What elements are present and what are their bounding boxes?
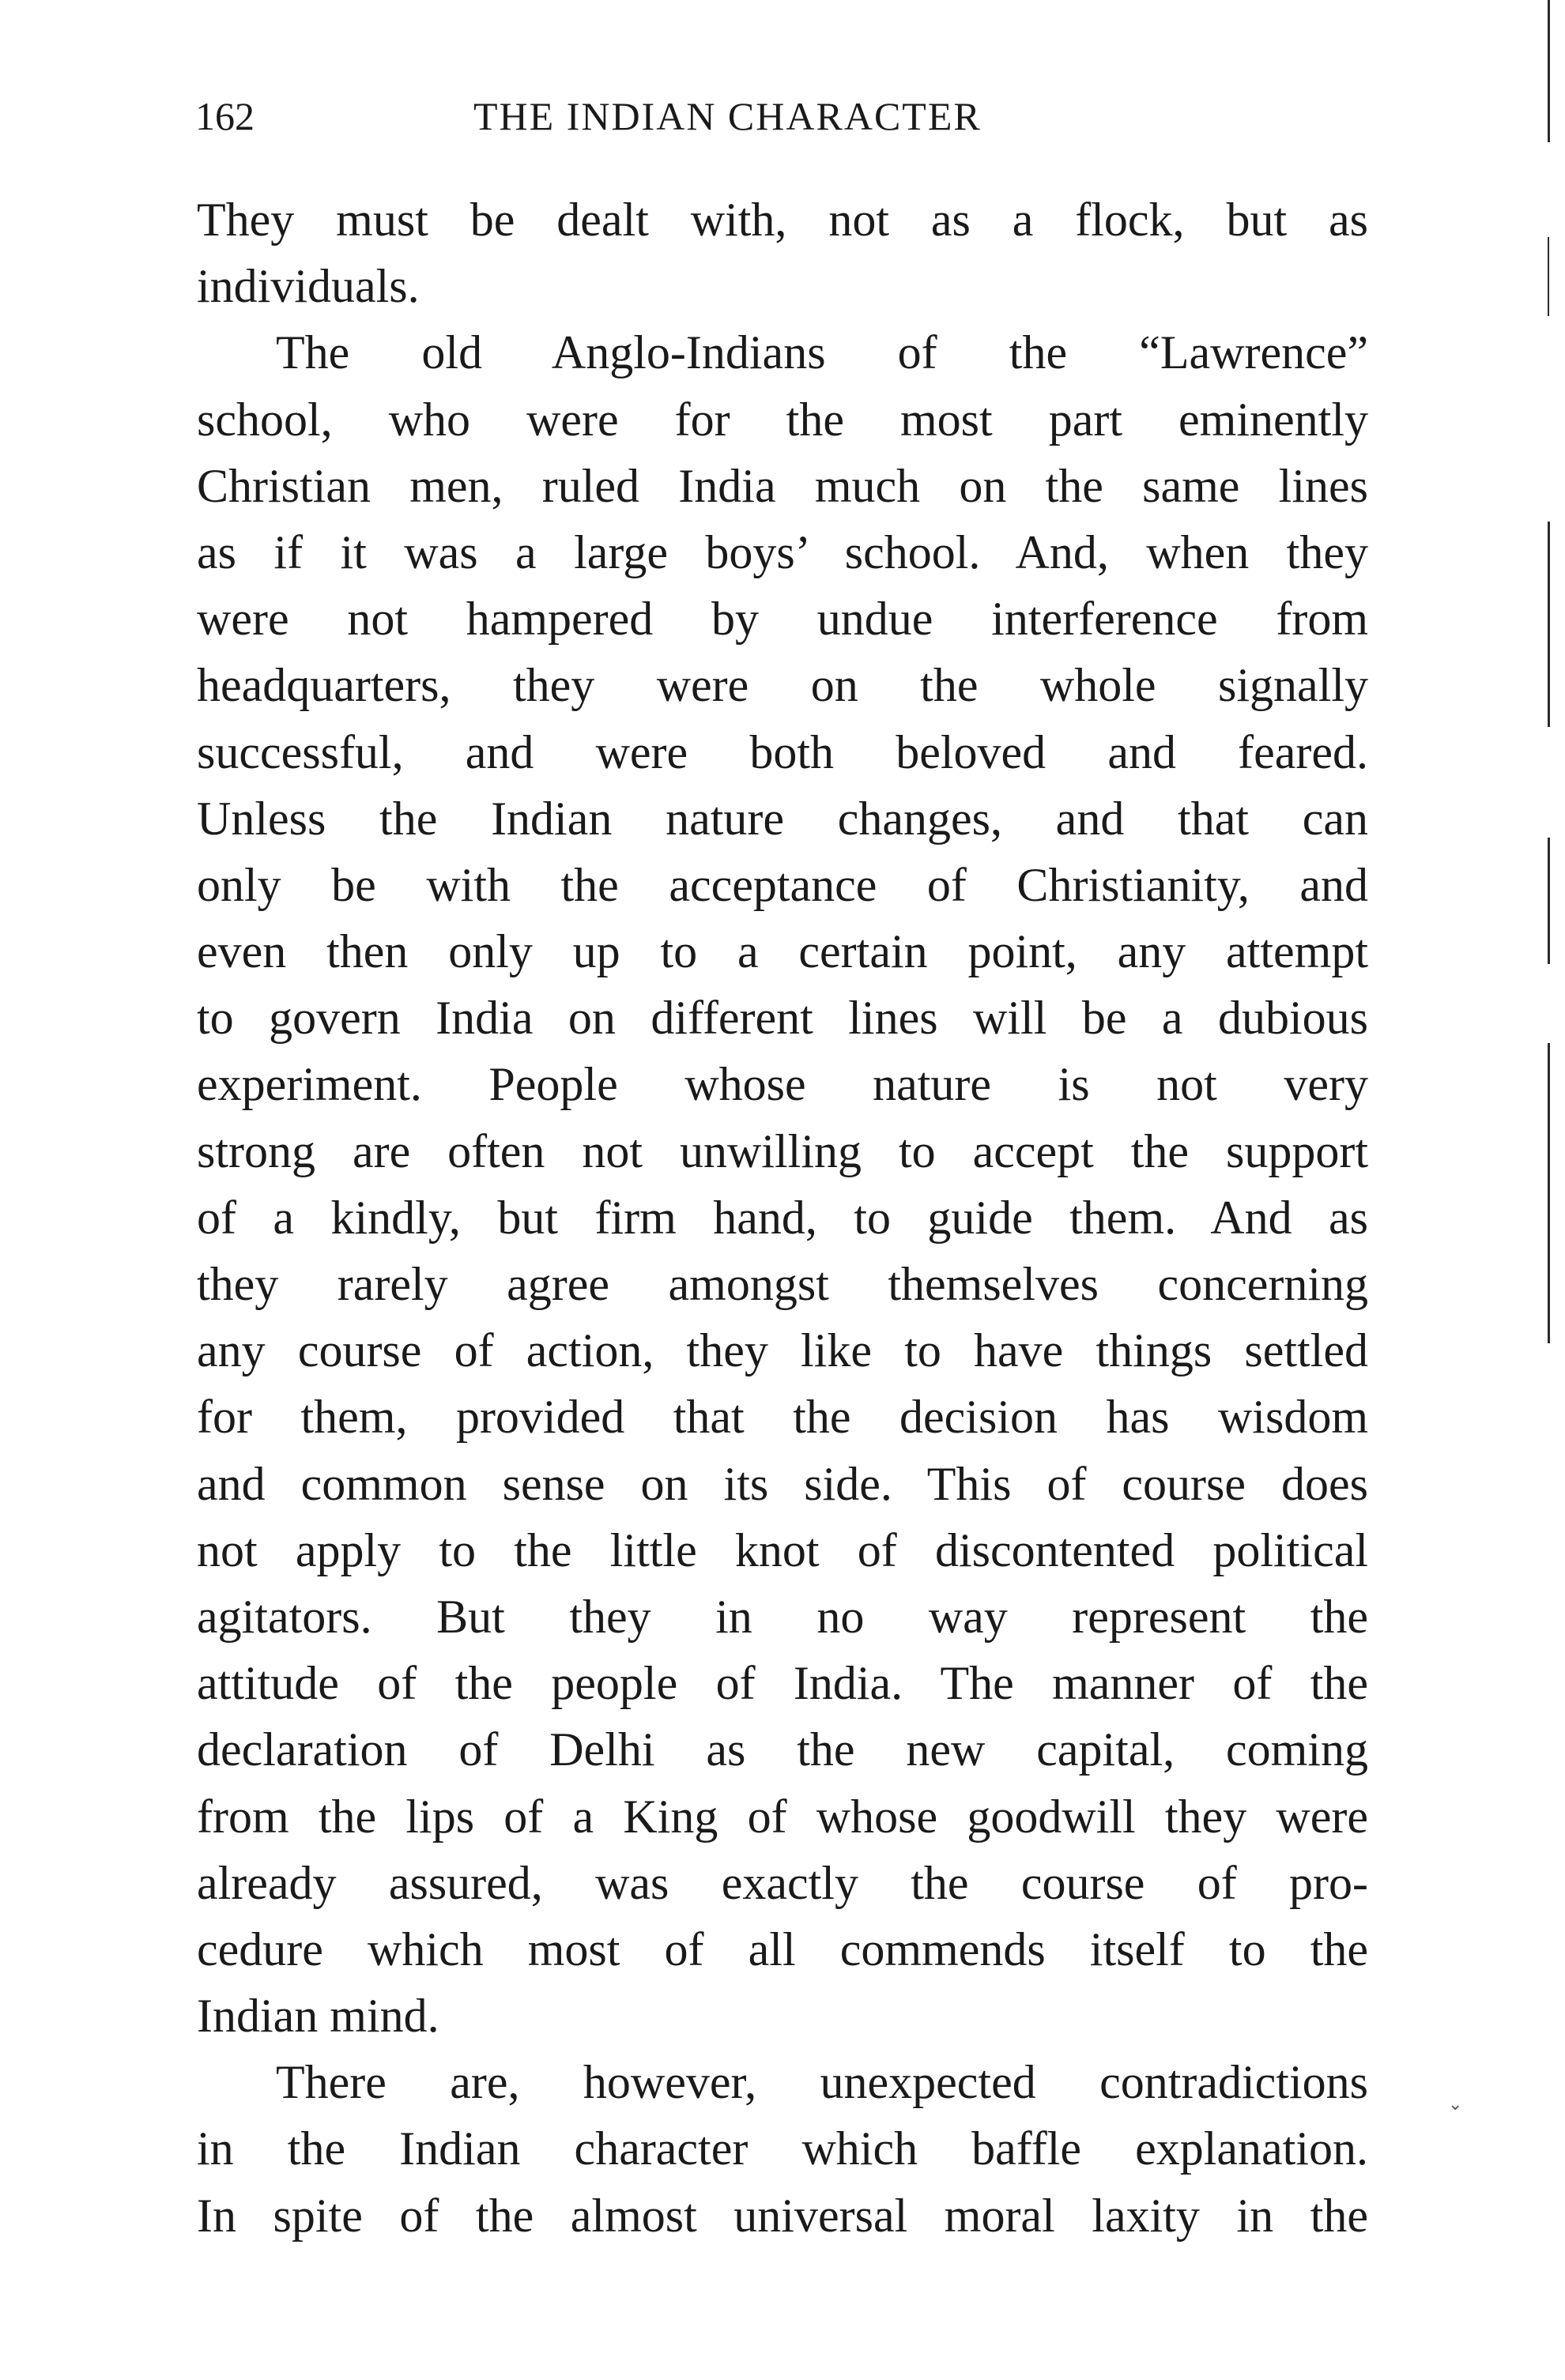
text-line: for them, provided that the decision has wisdom — [197, 1391, 1368, 1444]
text-line: The old Anglo-Indians of the “Lawrence” — [276, 326, 1368, 379]
text-line: and common sense on its side. This of course does — [197, 1457, 1368, 1510]
text-line: were not hampered by undue interference from — [197, 593, 1368, 646]
text-line: Unless the Indian nature changes, and that can — [197, 792, 1368, 845]
text-line: They must be dealt with, not as a flock, but as — [197, 194, 1368, 246]
text-line: in the Indian character which baffle explanation. — [197, 2122, 1368, 2175]
text-line: not apply to the little knot of discontented political — [197, 1523, 1368, 1576]
text-line: agitators. But they in no way represent the — [197, 1590, 1368, 1643]
text-line: only be with the acceptance of Christianity, and — [197, 858, 1368, 911]
text-line: There are, however, unexpected contradictions — [276, 2056, 1368, 2109]
text-line: Indian mind. — [197, 1990, 439, 2043]
text-line: they rarely agree amongst themselves concerning — [197, 1258, 1368, 1310]
text-line: experiment. People whose nature is not very — [197, 1058, 1368, 1111]
page-header — [195, 88, 1373, 144]
page-edge-shadow — [1548, 0, 1550, 142]
text-line: as if it was a large boys’ school. And, when they — [197, 525, 1368, 578]
text-line: headquarters, they were on the whole signally — [197, 659, 1368, 712]
page-number: 162 — [195, 94, 255, 138]
page-edge-shadow — [1548, 237, 1549, 316]
text-line: individuals. — [197, 260, 420, 313]
text-line: any course of action, they like to have things settled — [197, 1324, 1368, 1377]
text-line: cedure which most of all commends itself to the — [197, 1922, 1368, 1975]
text-line: attitude of the people of India. The manner of the — [197, 1657, 1368, 1710]
scan-speck: ⌄ — [1448, 2094, 1463, 2114]
text-line: declaration of Delhi as the new capital, coming — [197, 1723, 1368, 1776]
text-line: even then only up to a certain point, any attempt — [197, 925, 1368, 978]
page-edge-shadow — [1548, 522, 1550, 727]
text-line: Christian men, ruled India much on the same lines — [197, 459, 1368, 512]
body-text — [197, 186, 1368, 2249]
text-line: strong are often not unwilling to accept the support — [197, 1124, 1368, 1177]
text-line: In spite of the almost universal moral laxity in the — [197, 2189, 1368, 2242]
text-line: to govern India on different lines will be a dubious — [197, 992, 1368, 1045]
text-line: of a kindly, but firm hand, to guide them. And as — [197, 1191, 1368, 1244]
text-line: successful, and were both beloved and feared. — [197, 725, 1368, 778]
text-line: school, who were for the most part eminently — [197, 393, 1368, 446]
text-line: from the lips of a King of whose goodwill they were — [197, 1790, 1368, 1843]
page-edge-shadow — [1548, 838, 1550, 964]
text-line: already assured, was exactly the course of pro- — [197, 1856, 1368, 1909]
running-head: THE INDIAN CHARACTER — [473, 94, 982, 138]
page-edge-shadow — [1548, 1043, 1550, 1343]
